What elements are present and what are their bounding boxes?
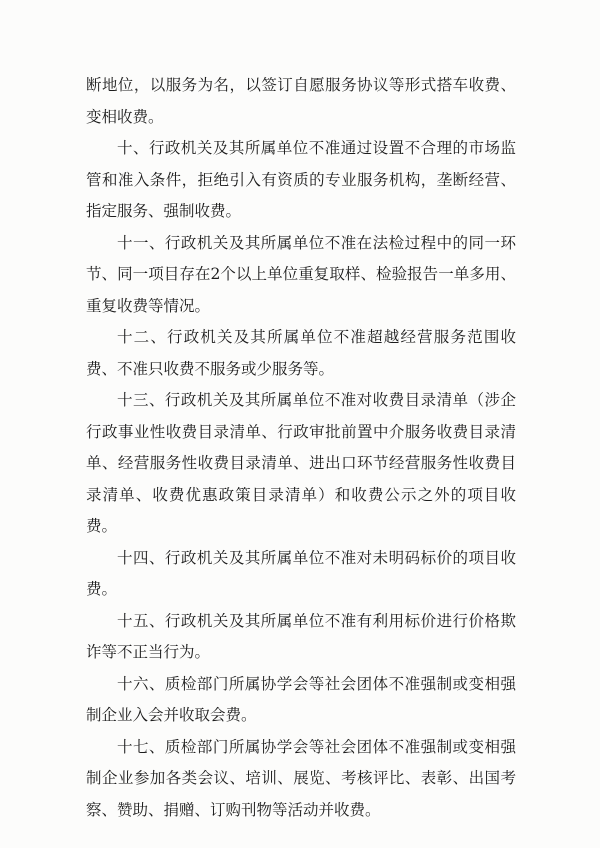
paragraph-item-15: 十五、行政机关及其所属单位不准有利用标价进行价格欺诈等不正当行为。 [86, 611, 516, 661]
paragraph-item-10: 十、行政机关及其所属单位不准通过设置不合理的市场监管和准入条件，拒绝引入有资质的专业服务机构，垄断经营、指定服务、强制收费。 [86, 139, 516, 220]
paragraph-item-14: 十四、行政机关及其所属单位不准对未明码标价的项目收费。 [86, 548, 516, 598]
paragraph-item-17: 十七、质检部门所属协学会等社会团体不准强制或变相强制企业参加各类会议、培训、展览、考核评比、表彰、出国考察、赞助、捐赠、订购刊物等活动并收费。 [86, 737, 516, 819]
paragraph-continuation: 断地位，以服务为名，以签订自愿服务协议等形式搭车收费、变相收费。 [86, 76, 516, 126]
paragraph-item-16: 十六、质检部门所属协学会等社会团体不准强制或变相强制企业入会并收取会费。 [86, 674, 516, 724]
paragraph-item-13: 十三、行政机关及其所属单位不准对收费目录清单（涉企行政事业性收费目录清单、行政审批前置中介服务收费目录清单、经营服务性收费目录清单、进出口环节经营服务性收费目录清单、收费优惠政策目录清单）和收费公示之外的项目收费。 [86, 391, 516, 535]
paragraph-item-12: 十二、行政机关及其所属单位不准超越经营服务范围收费、不准只收费不服务或少服务等。 [86, 328, 516, 378]
document-body [86, 70, 516, 826]
paragraph-item-11: 十一、行政机关及其所属单位不准在法检过程中的同一环节、同一项目存在2个以上单位重复取样、检验报告一单多用、重复收费等情况。 [86, 233, 516, 315]
